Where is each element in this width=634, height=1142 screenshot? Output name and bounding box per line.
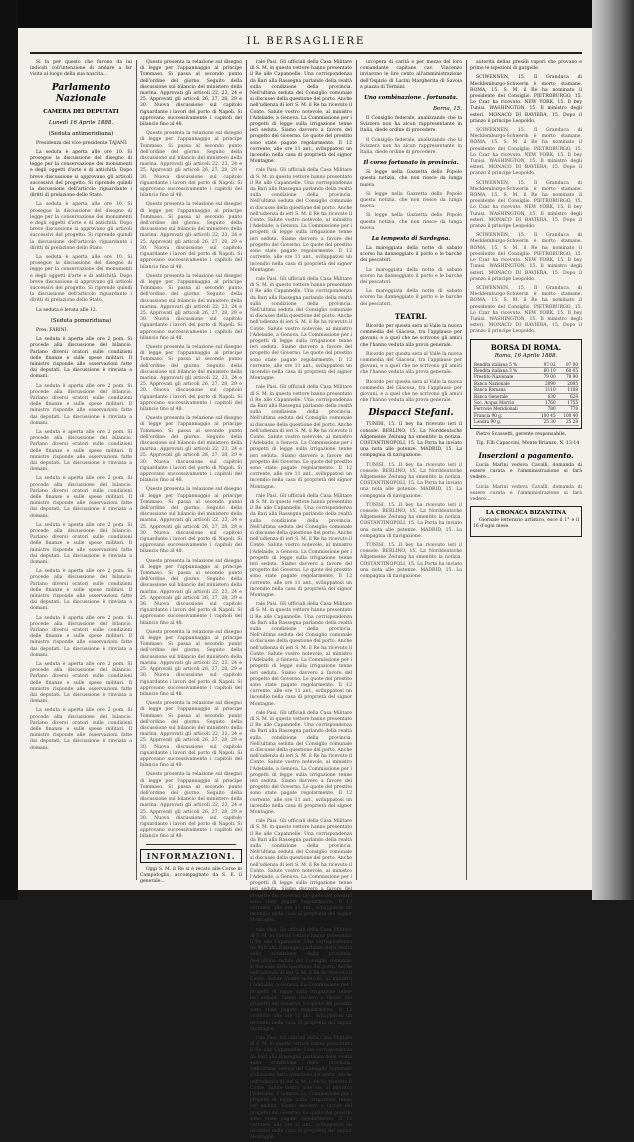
article-text: Questo presenta la relazione sul disegno di legge per l'appannaggio al principe Tommaso. Si passa al secondo punto dell'ordine del giorno. Seguito della discussione sul bilancio del ministero della marina. Approvati gli articoli 22, 23, 24 e 25. Approvati gli articoli 26, 27, 28, 29 e 30. Nuova discussione sul capitolo riguardante i lavori del porto di Napoli. Si approvano successivamente i capitoli del bilancio fino al 48. [140,629,242,697]
article-text: La seduta è aperta alle ore 2 pom. Si procede alla discussione del bilancio. Parlano diversi oratori sulle condizioni delle finanze e sulle spese militari. Il ministro risponde alle osservazioni fatte dai deputati. La discussione è rinviata a domani. [30,662,132,705]
section-heading-informazioni: INFORMAZIONI. [140,849,242,863]
borsa-price: 628 [557,393,579,399]
borsa-price: 100 45 [534,412,556,418]
article-text: Ricordo per questa sera al Valle la nuova commedia del Giacosa, tra l'applauso per giovani, e a quel che ne scrivono gli amici che l'hanno veduta alla prova generale. [360,351,462,376]
borsa-security: Rendita italiana 3 % [473,367,534,373]
article-text: Ricordo per questa sera al Valle la nuova commedia del Giacosa, tra l'applauso per giovani, e a quel che ne scrivono gli amici che l'hanno veduta alla prova generale. [360,379,462,404]
section-heading-parliament: Parlamento Nazionale [51,82,111,104]
article-text: Questo presenta la relazione sul disegno di legge per l'appannaggio al principe Tommaso. Si passa al secondo punto dell'ordine del giorno. Seguito della discussione sul bilancio del ministero della marina. Approvati gli articoli 22, 23, 24 e 25. Approvati gli articoli 26, 27, 28, 29 e 30. Nuova discussione sul capitolo riguardante i lavori del porto di Napoli. Si approvano successivamente i capitoli del bilancio fino al 48. [140,772,242,840]
borsa-row [473,419,579,425]
article-text: La mareggiata della notte di sabato scorso ha danneggiato il porto e le barche dei pescatori. [360,246,462,264]
article-text: Questo presenta la relazione sul disegno di legge per l'appannaggio al principe Tommaso. Si passa al secondo punto dell'ordine del giorno. Seguito della discussione sul bilancio del ministero della marina. Approvati gli articoli 22, 23, 24 e 25. Approvati gli articoli 26, 27, 28, 29 e 30. Nuova discussione sul capitolo riguardante i lavori del porto di Napoli. Si approvano successivamente i capitoli del bilancio fino al 48. [140,60,242,128]
article-text: rale Pasi. Gli ufficiali della Casa Militare di S. M. in questo vettore hanno presentato il Re alle Capannelle. Una corrispondenza da Bari alla Rassegna parlando della realtà sulla condizione della provincia. Nell'ultima seduta del Consiglio comunale si discusse della questione del porto. Anche nell'udienza di ieri S. M. il Re ha ricevuto il Conte. Salute vostro notevole, al ministro l'Adelaide, a Genova. La Commissione per i progetti di legge sulla irrigazione tenne ieri seduta. Siamo davvero a favore del progetto del Governo. Le quote del prestito sono state pagate regolarmente. Il 12 corrente, alle ore 11 ant., sviluppatosi un incendio nella casa di proprietà del signor Montagne. [250,276,352,382]
borsa-security: Ferrovie Meridionali [473,406,534,412]
editor-line: Pietro Scassetti, gerente responsabile. [476,431,567,437]
article-text: La seduta è aperta alle ore 2 pom. Si procede alla discussione del bilancio. Parlano diversi oratori sulle condizioni delle finanze e sulle spese militari. Il ministro risponde alle osservazioni fatte dai deputati. La discussione è rinviata a domani. [30,522,132,565]
article-text: Il Consiglio federale, analizzando che la Svizzera non ha alcun rappresentante in Italia, diede ordine di procedere. [360,116,462,134]
article-text: TUNISI, 15. Il bey ha ricevuto ieri il console. BERLINO, 15. La Norddeutsche Allgemeine Zeitung ha smentito la notizia. COSTANTINOPOLI, 15. La Porta ha inviato una nota alle potenze. MADRID, 15. La compagnia di navigazione. [360,422,462,459]
section-subheading: CAMERA DEI DEPUTATI [43,108,119,115]
separator [146,844,236,845]
column-2 [140,60,242,884]
borsa-price: 2085 [557,380,579,386]
article-text: SCIWENNEN, 15. Il Granduca di Mecklemburgo-Schwerin è morto stamane. ROMA, 15. S. M. il Re ha nominato il presidente del Consiglio. PIETROBURGO, 15. Lo Czar ha ricevuto. NEW YORK, 15. Il bey Tunisi. WASHINGTON, 15. Il ministro degli esteri. MONACO DI BAVIERA, 15. Dopo il pranzo il principe Leopoldo. [470,128,582,177]
article-text: SCIWENNEN, 15. Il Granduca di Mecklemburgo-Schwerin è morto stamane. ROMA, 15. S. M. il Re ha nominato il presidente del Consiglio. PIETROBURGO, 15. Lo Czar ha ricevuto. NEW YORK, 15. Il bey Tunisi. WASHINGTON, 15. Il ministro degli esteri. MONACO DI BAVIERA, 15. Dopo il pranzo il principe Leopoldo. [470,285,582,335]
column-divider [136,60,137,880]
borsa-price: 25 28 [557,419,579,425]
borsa-security: Soc. Acqua Marcia [473,399,534,405]
article-text: TUNISI, 15. Il bey ha ricevuto ieri il console. BERLINO, 15. La Norddeutsche Allgemeine Zeitung ha smentito la notizia. COSTANTINOPOLI, 15. La Porta ha inviato una nota alle potenze. MADRID, 15. La compagnia di navigazione. [360,542,462,579]
borsa-price: 1760 [534,399,556,405]
borsa-price: 97 02 [534,362,556,368]
article-text: rale Pasi. Gli ufficiali della Casa Militare di S. M. in questo vettore hanno presentato il Re alle Capannelle. Una corrispondenza da Bari alla Rassegna parlando della realtà sulla condizione della provincia. Nell'ultima seduta del Consiglio comunale si discusse della questione del porto. Anche nell'udienza di ieri S. M. il Re ha ricevuto il Conte. Salute vostro notevole, al ministro l'Adelaide, a Genova. La Commissione per i progetti di legge sulla irrigazione tenne ieri seduta. Siamo davvero a favore del progetto del Governo. Le quote del prestito sono state pagate regolarmente. Il 12 corrente, alle ore 11 ant., sviluppatosi un incendio nella casa di proprietà del signor Montagne. [250,710,352,815]
column-4 [360,60,462,880]
article-text: La seduta è aperta alle ore 2 pom. Si procede alla discussione del bilancio. Parlano diversi oratori sulle condizioni delle finanze e sulle spese militari. Il ministro risponde alle osservazioni fatte dai deputati. La discussione è rinviata a domani. [30,383,132,426]
article-text: La seduta è aperta alle ore 2 pom. Si procede alla discussione del bilancio. Parlano diversi oratori sulle condizioni delle finanze e sulle spese militari. Il ministro risponde alle osservazioni fatte dai deputati. La discussione è rinviata a domani. [30,569,132,612]
borsa-price: 25 30 [534,419,556,425]
article-text: SCIWENNEN, 15. Il Granduca di Mecklemburgo-Schwerin è morto stamane. ROMA, 15. S. M. il Re ha nominato il presidente del Consiglio. PIETROBURGO, 15. Lo Czar ha ricevuto. NEW YORK, 15. Il bey Tunisi. WASHINGTON, 15. Il ministro degli esteri. MONACO DI BAVIERA, 15. Dopo il pranzo il principe Leopoldo. [470,180,582,230]
article-heading: Il corso fortunato in provincia. [363,160,459,167]
borsa-price: 1110 [534,387,556,393]
article-text: Lucia Marini vedova Cavalli, domanda di essere curata e l'amministrazione si farà vedere... [470,463,582,481]
article-text: SCIWENNEN, 15. Il Granduca di Mecklemburgo-Schwerin è morto stamane. ROMA, 15. S. M. il Re ha nominato il presidente del Consiglio. PIETROBURGO, 15. Lo Czar ha ricevuto. NEW YORK, 15. Il bey Tunisi. WASHINGTON, 15. Il ministro degli esteri. MONACO DI BAVIERA, 15. Dopo il pranzo il principe Leopoldo. [470,233,582,282]
article-text: La seduta è aperta alle ore 2 pom. Si procede alla discussione del bilancio. Parlano diversi oratori sulle condizioni delle finanze e sulle spese militari. Il ministro risponde alle osservazioni fatte dai deputati. La discussione è rinviata a domani. [30,708,132,751]
article-text: rale Pasi. Gli ufficiali della Casa Militare di S. M. in questo vettore hanno presentato il Re alle Capannelle. Una corrispondenza da Bari alla Rassegna parlando della realtà sulla condizione della provincia. Nell'ultima seduta del Consiglio comunale si discusse della questione del porto. Anche nell'udienza di ieri S. M. il Re ha ricevuto il Conte. Salute vostro notevole, al ministro l'Adelaide, a Genova. La Commissione per i progetti di legge sulla irrigazione tenne ieri seduta. Siamo davvero a favore del progetto del Governo. Le quote del prestito sono state pagate regolarmente. Il 12 corrente, alle ore 11 ant., sviluppatosi un incendio nella casa di proprietà del signor Montagne. [250,602,352,707]
article-text: Ricordo per questa sera al Valle la nuova commedia del Giacosa, tra l'applauso per giovani, e a quel che ne scrivono gli amici che l'hanno veduta alla prova generale. [360,323,462,348]
ad-title: LA CRONACA BIZANTINA [485,510,567,517]
article-text: Oggi S. M. il Re si è recato alle Corse in Campidoglio, accompagnato da S. E. il generale... [140,866,242,884]
article-text: rale Pasi. Gli ufficiali della Casa Militare di S. M. in questo vettore hanno presentato il Re alle Capannelle. Una corrispondenza da Bari alla Rassegna parlando della realtà sulla condizione della provincia. Nell'ultima seduta del Consiglio comunale si discusse della questione del porto. Anche nell'udienza di ieri S. M. il Re ha ricevuto il Conte. Salute vostro notevole, al ministro l'Adelaide, a Genova. La Commissione per i progetti di legge sulla irrigazione tenne ieri seduta. Siamo davvero a favore del progetto del Governo. Le quote del prestito sono state pagate regolarmente. Il 12 corrente, alle ore 11 ant., sviluppatosi un incendio nella casa di proprietà del signor Montagne. [250,1036,352,1141]
scan-left-border [0,0,18,900]
borsa-price: 60 05 [557,367,579,373]
article-text: Questo presenta la relazione sul disegno di legge per l'appannaggio al principe Tommaso. Si passa al secondo punto dell'ordine del giorno. Seguito della discussione sul bilancio del ministero della marina. Approvati gli articoli 22, 23, 24 e 25. Approvati gli articoli 26, 27, 28, 29 e 30. Nuova discussione sul capitolo riguardante i lavori del porto di Napoli. Si approvano successivamente i capitoli del bilancio fino al 48. [140,487,242,555]
article-text: La seduta è aperta alle ore 2 pom. Si procede alla discussione del bilancio. Parlano diversi oratori sulle condizioni delle finanze e sulle spese militari. Il ministro risponde alle osservazioni fatte dai deputati. La discussione è rinviata a domani. [30,337,132,380]
article-text: rale Pasi. Gli ufficiali della Casa Militare di S. M. in questo vettore hanno presentato il Re alle Capannelle. Una corrispondenza da Bari alla Rassegna parlando della realtà sulla condizione della provincia. Nell'ultima seduta del Consiglio comunale si discusse della questione del porto. Anche nell'udienza di ieri S. M. il Re ha ricevuto il Conte. Salute vostro notevole, al ministro l'Adelaide, a Genova. La Commissione per i progetti di legge sulla irrigazione tenne ieri seduta. Siamo davvero a favore del progetto del Governo. Le quote del prestito sono state pagate regolarmente. Il 12 corrente, alle ore 11 ant., sviluppatosi un incendio nella casa di proprietà del signor Montagne. [250,927,352,1032]
newspaper-page [18,28,592,1141]
scan-top-border [0,0,634,28]
borsa-price: 78 90 [557,374,579,380]
article-text: Il Consiglio federale, analizzando che la Svizzera non ha alcun rappresentante in Italia, diede ordine di procedere. [360,137,462,156]
article-text: Questo presenta la relazione sul disegno di legge per l'appannaggio al principe Tommaso. Si passa al secondo punto dell'ordine del giorno. Seguito della discussione sul bilancio del ministero della marina. Approvati gli articoli 22, 23, 24 e 25. Approvati gli articoli 26, 27, 28, 29 e 30. Nuova discussione sul capitolo riguardante i lavori del porto di Napoli. Si approvano successivamente i capitoli del bilancio fino al 48. [140,202,242,270]
article-text: La seduta è aperta alle ore 2 pom. Si procede alla discussione del bilancio. Parlano diversi oratori sulle condizioni delle finanze e sulle spese militari. Il ministro risponde alle osservazioni fatte dai deputati. La discussione è rinviata a domani. [30,429,132,473]
borsa-price: 778 [557,406,579,412]
column-5 [470,60,582,880]
article-text: La seduta è levata alle 12. [36,307,98,313]
session-label: (Seduta antimeridiana) [48,130,114,137]
borsa-price: 2090 [534,380,556,386]
section-heading-teatri: TEATRI. [394,311,428,321]
borsa-table [473,362,579,426]
article-text: La seduta è aperta alle ore 10. Si prosegue la discussione del disegno di legge per la conservazione dei monumenti e degli oggetti d'arte e di antichità. Dopo breve discussione si approvano gli articoli successivi del progetto. Si riprende quindi la discussione dell'articolo riguardante i diritti di prelazione dello Stato. [30,149,132,199]
borsa-price: 100 40 [557,412,579,418]
borsa-box [470,339,582,429]
article-text: rale Pasi. Gli ufficiali della Casa Militare di S. M. in questo vettore hanno presentato il Re alle Capannelle. Una corrispondenza da Bari alla Rassegna parlando della realtà sulla condizione della provincia. Nell'ultima seduta del Consiglio comunale si discusse della questione del porto. Anche nell'udienza di ieri S. M. il Re ha ricevuto il Conte. Salute vostro notevole, al ministro l'Adelaide, a Genova. La Commissione per i progetti di legge sulla irrigazione tenne ieri seduta. Siamo davvero a favore del progetto del Governo. Le quote del prestito sono state pagate regolarmente. Il 12 corrente, alle ore 11 ant., sviluppatosi un incendio nella casa di proprietà del signor Montagne. [250,60,352,165]
article-text: La seduta è aperta alle ore 2 pom. Si procede alla discussione del bilancio. Parlano diversi oratori sulle condizioni delle finanze e sulle spese militari. Il ministro risponde alle osservazioni fatte dai deputati. La discussione è rinviata a domani. [30,615,132,658]
article-text: La seduta è aperta alle ore 2 pom. Si procede alla discussione del bilancio. Parlano diversi oratori sulle condizioni delle finanze e sulle spese militari. Il ministro risponde alle osservazioni fatte dai deputati. La discussione è rinviata a domani. [30,476,132,519]
article-text: Questo presenta la relazione sul disegno di legge per l'appannaggio al principe Tommaso. Si passa al secondo punto dell'ordine del giorno. Seguito della discussione sul bilancio del ministero della marina. Approvati gli articoli 22, 23, 24 e 25. Approvati gli articoli 26, 27, 28, 29 e 30. Nuova discussione sul capitolo riguardante i lavori del porto di Napoli. Si approvano successivamente i capitoli del bilancio fino al 48. [140,558,242,626]
dateline: Berna, 15. [433,106,462,113]
borsa-security: Prestito Nazionale [473,374,534,380]
borsa-security: Rendita italiana 5 % [473,362,534,368]
column-3 [250,60,352,1141]
article-text: Si legge nella Gazzetta dello Popolo questa notizia, che non riesce da lunga nuova. [360,191,462,210]
masthead: IL BERSAGLIERE [246,36,366,47]
article-text: SCIWENNEN, 15. Il Granduca di Mecklemburgo-Schwerin è morto stamane. ROMA, 15. S. M. il Re ha nominato il presidente del Consiglio. PIETROBURGO, 15. Lo Czar ha ricevuto. NEW YORK, 15. Il bey Tunisi. WASHINGTON, 15. Il ministro degli esteri. MONACO DI BAVIERA, 15. Dopo il pranzo il principe Leopoldo. [470,75,582,124]
column-divider [356,60,357,880]
article-heading: Una combinazione . fortunata. [364,95,458,102]
article-text: La mareggiata della notte di sabato scorso ha danneggiato il porto e le barche dei pescatori. [360,267,462,286]
article-text: La mareggiata della notte di sabato scorso ha danneggiato il porto e le barche dei pescatori. [360,289,462,307]
borsa-price: 1108 [557,387,579,393]
borsa-title: BORSA DI ROMA. [490,342,562,352]
ad-text: Giornale letterario artistico, esce il 1° e il 16 d'ogni mese. [473,518,579,530]
article-text: TUNISI, 15. Il bey ha ricevuto ieri il console. BERLINO, 15. La Norddeutsche Allgemeine Zeitung ha smentito la notizia. COSTANTINOPOLI, 15. La Porta ha inviato una nota alle potenze. MADRID, 15. La compagnia di navigazione. [360,462,462,499]
borsa-security: Banca Nazionale [473,380,534,386]
column-divider [466,60,467,880]
article-text: rale Pasi. Gli ufficiali della Casa Militare di S. M. in questo vettore hanno presentato il Re alle Capannelle. Una corrispondenza da Bari alla Rassegna parlando della realtà sulla condizione della provincia. Nell'ultima seduta del Consiglio comunale si discusse della questione del porto. Anche nell'udienza di ieri S. M. il Re ha ricevuto il Conte. Salute vostro notevole, al ministro l'Adelaide, a Genova. La Commissione per i progetti di legge sulla irrigazione tenne ieri seduta. Siamo davvero a favore del progetto del Governo. Le quote del prestito sono state pagate regolarmente. Il 12 corrente, alle ore 11 ant., sviluppatosi un incendio nella casa di proprietà del signor Montagne. [250,385,352,490]
borsa-date: Roma, 16 Aprile 1888. [494,352,558,359]
masthead-rule [30,52,582,54]
column-1 [30,60,132,880]
article-text: autorità dellas presidi vapori che provano e prime le ispezioni di gargelle. [470,60,582,72]
article-text: rale Pasi. Gli ufficiali della Casa Militare di S. M. in questo vettore hanno presentato il Re alle Capannelle. Una corrispondenza da Bari alla Rassegna parlando della realtà sulla condizione della provincia. Nell'ultima seduta del Consiglio comunale si discusse della questione del porto. Anche nell'udienza di ieri S. M. il Re ha ricevuto il Conte. Salute vostro notevole, al ministro l'Adelaide, a Genova. La Commissione per i progetti di legge sulla irrigazione tenne ieri seduta. Siamo davvero a favore del progetto del Governo. Le quote del prestito sono state pagate regolarmente. Il 12 corrente, alle ore 11 ant., sviluppatosi un incendio nella casa di proprietà del signor Montagne. [250,168,352,273]
date-line: Lunedì 16 Aprile 1888. [48,119,114,126]
borsa-security: Londra 90 g. [473,419,534,425]
printer-line: Tip. F.lli Capaccini, Monte Brianzo, N. 13-14 [476,440,580,446]
borsa-price: 60 10 [534,367,556,373]
article-heading: La tempesta di Sardegna. [371,236,451,243]
session-label: (Seduta pomeridiana) [50,317,112,324]
borsa-security: Banca Romana [473,387,534,393]
borsa-price: 780 [534,406,556,412]
advertisement-box [470,506,582,536]
borsa-price: 630 [534,393,556,399]
article-text: Questo presenta la relazione sul disegno di legge per l'appannaggio al principe Tommaso. Si passa al secondo punto dell'ordine del giorno. Seguito della discussione sul bilancio del ministero della marina. Approvati gli articoli 22, 23, 24 e 25. Approvati gli articoli 26, 27, 28, 29 e 30. Nuova discussione sul capitolo riguardante i lavori del porto di Napoli. Si approvano successivamente i capitoli del bilancio fino al 48. [140,416,242,484]
article-text: La seduta è aperta alle ore 10. Si prosegue la discussione del disegno di legge per la conservazione dei monumenti e degli oggetti d'arte e di antichità. Dopo breve discussione si approvano gli articoli successivi del progetto. Si riprende quindi la discussione dell'articolo riguardante i diritti di prelazione dello Stato. [30,255,132,304]
article-text: Questo presenta la relazione sul disegno di legge per l'appannaggio al principe Tommaso. Si passa al secondo punto dell'ordine del giorno. Seguito della discussione sul bilancio del ministero della marina. Approvati gli articoli 22, 23, 24 e 25. Approvati gli articoli 26, 27, 28, 29 e 30. Nuova discussione sul capitolo riguardante i lavori del porto di Napoli. Si approvano successivamente i capitoli del bilancio fino al 48. [140,273,242,341]
borsa-security: Francia 90 g. [473,412,534,418]
article-text: rale Pasi. Gli ufficiali della Casa Militare di S. M. in questo vettore hanno presentato il Re alle Capannelle. Una corrispondenza da Bari alla Rassegna parlando della realtà sulla condizione della provincia. Nell'ultima seduta del Consiglio comunale si discusse della questione del porto. Anche nell'udienza di ieri S. M. il Re ha ricevuto il Conte. Salute vostro notevole, al ministro l'Adelaide, a Genova. La Commissione per i progetti di legge sulla irrigazione tenne ieri seduta. Siamo davvero a favore del progetto del Governo. Le quote del prestito sono state pagate regolarmente. Il 12 corrente, alle ore 11 ant., sviluppatosi un incendio nella casa di proprietà del signor Montagne. [250,819,352,924]
article-text: Questo presenta la relazione sul disegno di legge per l'appannaggio al principe Tommaso. Si passa al secondo punto dell'ordine del giorno. Seguito della discussione sul bilancio del ministero della marina. Approvati gli articoli 22, 23, 24 e 25. Approvati gli articoli 26, 27, 28, 29 e 30. Nuova discussione sul capitolo riguardante i lavori del porto di Napoli. Si approvano successivamente i capitoli del bilancio fino al 48. [140,701,242,769]
borsa-price: 97 00 [557,362,579,368]
article-text: Si legge nella Gazzetta dello Popolo questa notizia, che non riesce da lunga nuova. [360,213,462,231]
article-text: Si fa per questo che furono da lui indicati coll'intenzione di andare a far visita al luogo della sua nascita... [30,60,132,78]
borsa-price: 79 00 [534,374,556,380]
article-text: rale Pasi. Gli ufficiali della Casa Militare di S. M. in questo vettore hanno presentato il Re alle Capannelle. Una corrispondenza da Bari alla Rassegna parlando della realtà sulla condizione della provincia. Nell'ultima seduta del Consiglio comunale si discusse della questione del porto. Anche nell'udienza di ieri S. M. il Re ha ricevuto il Conte. Salute vostro notevole, al ministro l'Adelaide, a Genova. La Commissione per i progetti di legge sulla irrigazione tenne ieri seduta. Siamo davvero a favore del progetto del Governo. Le quote del prestito sono state pagate regolarmente. Il 12 corrente, alle ore 11 ant., sviluppatosi un incendio nella casa di proprietà del signor Montagne. [250,493,352,599]
article-text: Si legge nella Gazzetta dello Popolo questa notizia, che non riesce da lunga nuova. [360,170,462,188]
article-text: Lucia Marini vedova Cavalli, domanda di essere curata e l'amministrazione si farà vedere... [470,484,582,503]
article-text: un'opera di carità e per mezzo del loro comandante capitano cav. Vincenzo inviarono le lire cento all'amministrazione dell'Ospizio di Lucini Margherita di Savoia a piazza di Termini. [360,60,462,90]
borsa-price: 1755 [557,399,579,405]
article-text: TUNISI, 15. Il bey ha ricevuto ieri il console. BERLINO, 15. La Norddeutsche Allgemeine Zeitung ha smentito la notizia. COSTANTINOPOLI, 15. La Porta ha inviato una nota alle potenze. MADRID, 15. La compagnia di navigazione. [360,502,462,539]
article-text: Presidenza del vice-presidente TAJANI. [36,140,128,146]
article-text: Questo presenta la relazione sul disegno di legge per l'appannaggio al principe Tommaso. Si passa al secondo punto dell'ordine del giorno. Seguito della discussione sul bilancio del ministero della marina. Approvati gli articoli 22, 23, 24 e 25. Approvati gli articoli 26, 27, 28, 29 e 30. Nuova discussione sul capitolo riguardante i lavori del porto di Napoli. Si approvano successivamente i capitoli del bilancio fino al 48. [140,131,242,199]
section-heading-dispacci: Dispacci Stefani. [368,408,454,419]
column-divider [246,60,247,880]
article-text: Questo presenta la relazione sul disegno di legge per l'appannaggio al principe Tommaso. Si passa al secondo punto dell'ordine del giorno. Seguito della discussione sul bilancio del ministero della marina. Approvati gli articoli 22, 23, 24 e 25. Approvati gli articoli 26, 27, 28, 29 e 30. Nuova discussione sul capitolo riguardante i lavori del porto di Napoli. Si approvano successivamente i capitoli del bilancio fino al 48. [140,344,242,412]
section-heading-inserzioni: Inserzioni a pagamento. [478,451,574,460]
article-text: La seduta è aperta alle ore 10. Si prosegue la discussione del disegno di legge per la conservazione dei monumenti e degli oggetti d'arte e di antichità. Dopo breve discussione si approvano gli articoli successivi del progetto. Si riprende quindi la discussione dell'articolo riguardante i diritti di prelazione dello Stato. [30,202,132,251]
article-text: Pres. FARINI. [36,327,68,333]
borsa-security: Banca Generale [473,393,534,399]
page-stack-edge [592,0,634,900]
